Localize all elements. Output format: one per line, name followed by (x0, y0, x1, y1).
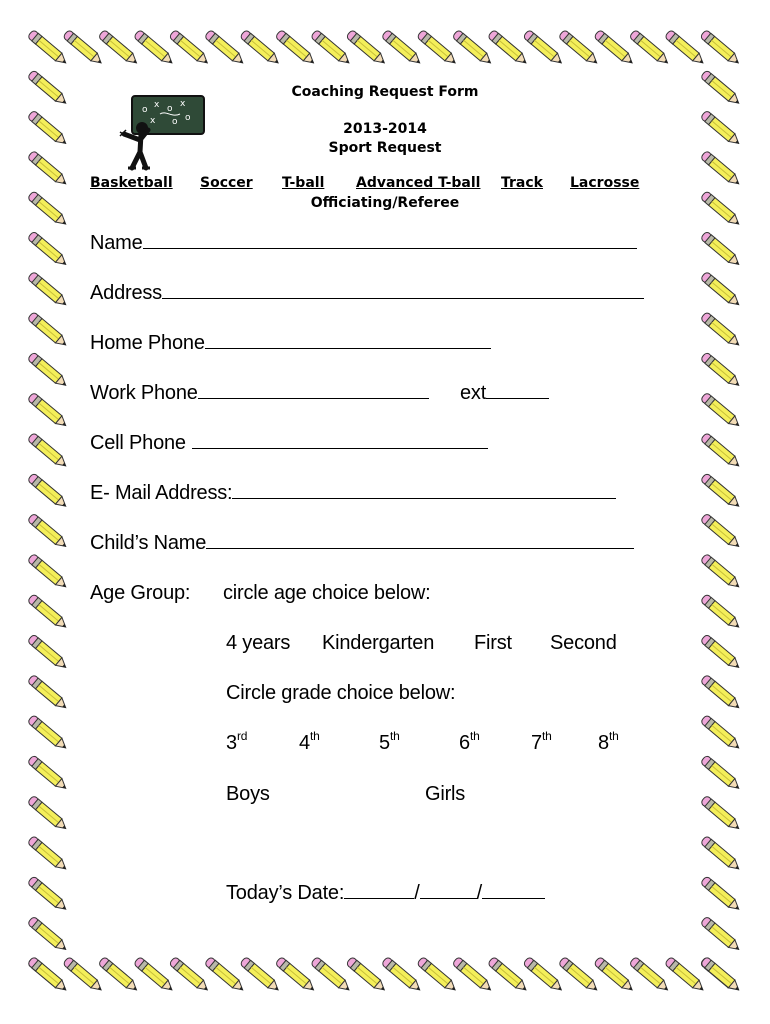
pencil-icon (240, 29, 282, 67)
date-year-line[interactable] (482, 897, 545, 899)
todays-date-label: Today’s Date: (226, 882, 345, 904)
pencil-icon (594, 29, 636, 67)
pencil-icon (275, 29, 317, 67)
pencil-icon (452, 956, 494, 994)
date-separator: / (476, 882, 482, 904)
grade-number: 3 (226, 732, 237, 754)
pencil-icon (27, 835, 69, 873)
pencil-icon (310, 29, 352, 67)
age-group-instruction: circle age choice below: (223, 582, 431, 604)
grade-choice-6th[interactable] (459, 729, 480, 755)
svg-text:o: o (167, 104, 173, 114)
sport-list (90, 175, 638, 195)
grade-number: 4 (299, 732, 310, 754)
sport-tball[interactable]: T-ball (282, 175, 325, 191)
pencil-icon (487, 956, 529, 994)
pencil-icon (204, 956, 246, 994)
pencil-icon (346, 956, 388, 994)
pencil-icon (133, 956, 175, 994)
grade-suffix: th (309, 729, 320, 743)
pencil-icon (27, 513, 69, 551)
address-field (90, 282, 644, 305)
pencil-icon (27, 392, 69, 430)
email-input-line[interactable] (232, 497, 616, 499)
svg-text:o: o (172, 117, 178, 127)
grade-number: 6 (459, 732, 470, 754)
pencil-icon (98, 29, 140, 67)
pencil-icon (700, 271, 742, 309)
grade-choice-3rd[interactable] (226, 729, 248, 755)
pencil-icon (27, 473, 69, 511)
form-subtitle: Sport Request (328, 140, 442, 156)
grade-suffix: th (541, 729, 552, 743)
childs-name-input-line[interactable] (206, 547, 634, 549)
age-choice-4-years[interactable]: 4 years (226, 632, 291, 654)
sport-lacrosse[interactable]: Lacrosse (570, 175, 640, 191)
pencil-icon (700, 634, 742, 672)
home-phone-label: Home Phone (90, 332, 205, 354)
pencil-icon (700, 594, 742, 632)
pencil-icon (700, 714, 742, 752)
svg-text:x: x (150, 116, 156, 126)
date-day-line[interactable] (420, 897, 477, 899)
cell-phone-input-line[interactable] (192, 447, 488, 449)
pencil-icon (27, 755, 69, 793)
pencil-icon (204, 29, 246, 67)
pencil-icon (27, 432, 69, 470)
pencil-icon (664, 29, 706, 67)
date-month-line[interactable] (344, 897, 414, 899)
grade-suffix: th (389, 729, 400, 743)
name-label: Name (90, 232, 143, 254)
address-label: Address (90, 282, 162, 304)
pencil-icon (27, 231, 69, 269)
form-title: Coaching Request Form (291, 84, 479, 100)
svg-text:o: o (185, 113, 191, 123)
email-label: E- Mail Address: (90, 482, 233, 504)
pencil-icon (700, 473, 742, 511)
pencil-icon (452, 29, 494, 67)
pencil-icon (417, 956, 459, 994)
pencil-icon (700, 956, 742, 994)
age-group-label: Age Group: (90, 582, 191, 604)
date-separator: / (414, 882, 420, 904)
pencil-icon (700, 795, 742, 833)
pencil-icon (417, 29, 459, 67)
pencil-icon (275, 956, 317, 994)
pencil-icon (700, 755, 742, 793)
pencil-icon (700, 352, 742, 390)
grade-suffix: th (469, 729, 480, 743)
cell-phone-label: Cell Phone (90, 432, 186, 454)
pencil-icon (487, 29, 529, 67)
pencil-icon (629, 956, 671, 994)
name-input-line[interactable] (143, 247, 637, 249)
pencil-icon (27, 674, 69, 712)
pencil-icon (664, 956, 706, 994)
form-year: 2013-2014 (343, 121, 427, 137)
pencil-icon (98, 956, 140, 994)
pencil-icon (558, 29, 600, 67)
grade-number: 5 (379, 732, 390, 754)
age-choice-second[interactable]: Second (550, 632, 617, 654)
childs-name-field (90, 532, 634, 555)
pencil-icon (27, 876, 69, 914)
pencil-icon (700, 311, 742, 349)
work-phone-label: Work Phone (90, 382, 198, 404)
pencil-icon (63, 29, 105, 67)
pencil-icon (27, 311, 69, 349)
pencil-icon (310, 956, 352, 994)
svg-text:x: x (154, 100, 160, 110)
pencil-icon (700, 553, 742, 591)
sport-advanced-tball[interactable]: Advanced T-ball (356, 175, 481, 191)
pencil-icon (700, 835, 742, 873)
work-phone-field (90, 382, 429, 405)
pencil-icon (700, 674, 742, 712)
todays-date-field (226, 882, 545, 905)
pencil-icon (700, 916, 742, 954)
pencil-icon (523, 29, 565, 67)
work-phone-input-line[interactable] (198, 397, 429, 399)
grade-suffix: rd (236, 729, 248, 743)
ext-field (460, 382, 549, 405)
grade-instruction: Circle grade choice below: (226, 682, 456, 704)
name-field (90, 232, 637, 255)
pencil-icon (27, 956, 69, 994)
sport-basketball[interactable]: Basketball (90, 175, 173, 191)
address-input-line[interactable] (162, 297, 644, 299)
sport-track[interactable]: Track (501, 175, 543, 191)
svg-text:x: x (180, 99, 186, 109)
pencil-icon (27, 271, 69, 309)
pencil-icon (700, 231, 742, 269)
home-phone-field (90, 332, 491, 355)
pencil-icon (27, 634, 69, 672)
pencil-icon (523, 956, 565, 994)
pencil-icon (27, 29, 69, 67)
pencil-icon (700, 392, 742, 430)
sport-officiating[interactable]: Officiating/Referee (310, 195, 460, 211)
pencil-icon (346, 29, 388, 67)
pencil-icon (27, 352, 69, 390)
pencil-icon (169, 29, 211, 67)
pencil-icon (558, 956, 600, 994)
pencil-icon (594, 956, 636, 994)
svg-text:o: o (142, 105, 148, 115)
email-field (90, 482, 616, 505)
grade-choice-7th[interactable] (531, 729, 552, 755)
pencil-icon (700, 432, 742, 470)
childs-name-label: Child’s Name (90, 532, 207, 554)
pencil-icon (700, 513, 742, 551)
age-choice-first[interactable]: First (474, 632, 512, 654)
grade-choice-4th[interactable] (299, 729, 320, 755)
grade-number: 8 (598, 732, 609, 754)
pencil-icon (27, 795, 69, 833)
pencil-icon (27, 553, 69, 591)
pencil-icon (27, 594, 69, 632)
pencil-icon (700, 29, 742, 67)
pencil-icon (240, 956, 282, 994)
pencil-icon (133, 29, 175, 67)
home-phone-input-line[interactable] (205, 347, 491, 349)
age-choice-kindergarten[interactable]: Kindergarten (322, 632, 435, 654)
pencil-icon (700, 876, 742, 914)
ext-label: ext (460, 382, 487, 404)
grade-number: 7 (531, 732, 542, 754)
pencil-icon (381, 956, 423, 994)
grade-choice-5th[interactable] (379, 729, 400, 755)
pencil-icon (629, 29, 671, 67)
gender-boys[interactable]: Boys (226, 783, 270, 805)
cell-phone-field (90, 432, 488, 455)
sport-soccer[interactable]: Soccer (200, 175, 253, 191)
pencil-icon (27, 714, 69, 752)
gender-girls[interactable]: Girls (425, 783, 466, 805)
grade-suffix: th (608, 729, 619, 743)
pencil-icon (381, 29, 423, 67)
pencil-icon (169, 956, 211, 994)
grade-choice-8th[interactable] (598, 729, 619, 755)
pencil-icon (63, 956, 105, 994)
pencil-icon (27, 916, 69, 954)
ext-input-line[interactable] (486, 397, 549, 399)
